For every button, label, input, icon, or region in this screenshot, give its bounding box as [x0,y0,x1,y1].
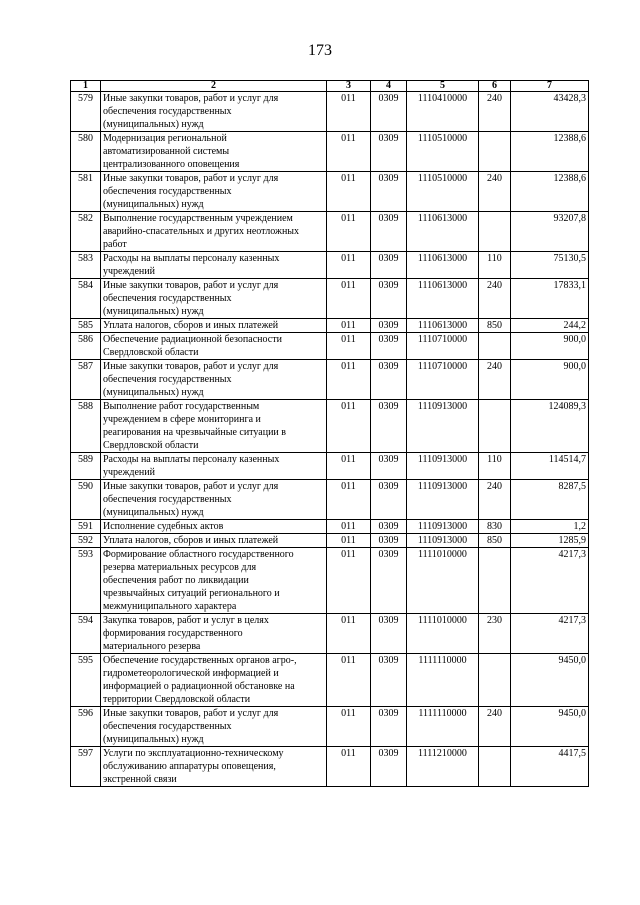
target-article-code: 1110613000 [407,252,479,279]
column-header: 7 [511,81,589,92]
amount: 124089,3 [511,400,589,453]
expense-type-code [479,654,511,707]
section-code: 0309 [371,333,407,360]
item-name-line: обеспечения государственных [103,494,232,505]
section-code: 0309 [371,747,407,787]
section-code: 0309 [371,480,407,520]
amount: 12388,6 [511,172,589,212]
target-article-code: 1110613000 [407,279,479,319]
section-code: 0309 [371,319,407,333]
row-number: 579 [71,92,101,132]
page-number: 173 [308,42,332,59]
amount: 9450,0 [511,707,589,747]
section-code: 0309 [371,360,407,400]
target-article-code: 1110913000 [407,534,479,548]
item-name-line: обслуживанию аппаратуры оповещения, [103,761,276,772]
ministry-code: 011 [327,172,371,212]
item-name-line: учреждений [103,266,155,277]
target-article-code: 1110710000 [407,360,479,400]
row-number: 588 [71,400,101,453]
table-row [71,252,589,279]
item-name-line: Формирование областного государственного [103,549,294,560]
row-number: 583 [71,252,101,279]
target-article-code: 1110613000 [407,319,479,333]
table-row [71,520,589,534]
item-name [101,453,327,480]
item-name-line: резерва материальных ресурсов для [103,562,257,573]
table-body [71,92,589,787]
item-name-line: (муниципальных) нужд [103,507,204,518]
amount: 12388,6 [511,132,589,172]
section-code: 0309 [371,92,407,132]
item-name-line: Иные закупки товаров, работ и услуг для [103,708,279,719]
expense-type-code: 850 [479,534,511,548]
item-name [101,279,327,319]
expense-type-code: 110 [479,453,511,480]
item-name [101,132,327,172]
table-row [71,747,589,787]
target-article-code: 1110410000 [407,92,479,132]
section-code: 0309 [371,614,407,654]
column-header: 6 [479,81,511,92]
amount: 1285,9 [511,534,589,548]
table-row [71,548,589,614]
item-name-line: территории Свердловской области [103,694,251,705]
row-number: 587 [71,360,101,400]
row-number: 581 [71,172,101,212]
item-name-line: обеспечения государственных [103,293,232,304]
expense-type-code: 240 [479,360,511,400]
item-name [101,548,327,614]
section-code: 0309 [371,212,407,252]
amount: 4417,5 [511,747,589,787]
amount: 114514,7 [511,453,589,480]
ministry-code: 011 [327,707,371,747]
ministry-code: 011 [327,534,371,548]
ministry-code: 011 [327,252,371,279]
item-name-line: Свердловской области [103,440,199,451]
item-name-line: Расходы на выплаты персоналу казенных [103,253,280,264]
item-name-line: аварийно-спасательных и других неотложных [103,226,300,237]
item-name [101,534,327,548]
item-name [101,212,327,252]
item-name-line: Иные закупки товаров, работ и услуг для [103,361,279,372]
table-row [71,360,589,400]
item-name [101,480,327,520]
table-row [71,707,589,747]
item-name-line: Модернизация региональной [103,133,227,144]
ministry-code: 011 [327,747,371,787]
item-name-line: Закупка товаров, работ и услуг в целях [103,615,269,626]
ministry-code: 011 [327,453,371,480]
item-name-line: Свердловской области [103,347,199,358]
ministry-code: 011 [327,92,371,132]
amount: 244,2 [511,319,589,333]
item-name-line: (муниципальных) нужд [103,199,204,210]
amount: 9450,0 [511,654,589,707]
expense-type-code: 110 [479,252,511,279]
row-number: 596 [71,707,101,747]
target-article-code: 1111010000 [407,614,479,654]
expense-type-code [479,132,511,172]
row-number: 586 [71,333,101,360]
item-name-line: материального резерва [103,641,201,652]
item-name-line: Уплата налогов, сборов и иных платежей [103,320,279,331]
ministry-code: 011 [327,614,371,654]
expense-type-code [479,548,511,614]
target-article-code: 1111110000 [407,654,479,707]
item-name-line: учреждением в сфере мониторинга и [103,414,261,425]
ministry-code: 011 [327,132,371,172]
table-row [71,279,589,319]
item-name [101,92,327,132]
ministry-code: 011 [327,279,371,319]
table-row [71,319,589,333]
item-name-line: обеспечения работ по ликвидации [103,575,249,586]
item-name [101,400,327,453]
item-name-line: экстренной связи [103,774,177,785]
section-code: 0309 [371,252,407,279]
target-article-code: 1110510000 [407,132,479,172]
ministry-code: 011 [327,400,371,453]
table-row [71,453,589,480]
item-name-line: обеспечения государственных [103,721,232,732]
table-row [71,92,589,132]
expense-type-code: 240 [479,279,511,319]
target-article-code: 1110913000 [407,400,479,453]
amount: 75130,5 [511,252,589,279]
column-header: 1 [71,81,101,92]
expense-type-code [479,747,511,787]
item-name-line: учреждений [103,467,155,478]
section-code: 0309 [371,453,407,480]
ministry-code: 011 [327,319,371,333]
amount: 4217,3 [511,614,589,654]
item-name [101,252,327,279]
item-name-line: формирования государственного [103,628,243,639]
item-name-line: обеспечения государственных [103,186,232,197]
item-name-line: информацией о радиационной обстановке на [103,681,295,692]
item-name-line: обеспечения государственных [103,374,232,385]
item-name [101,172,327,212]
amount: 900,0 [511,360,589,400]
expense-type-code: 230 [479,614,511,654]
amount: 900,0 [511,333,589,360]
target-article-code: 1110913000 [407,480,479,520]
table-row [71,212,589,252]
item-name-line: (муниципальных) нужд [103,306,204,317]
section-code: 0309 [371,548,407,614]
item-name [101,747,327,787]
row-number: 595 [71,654,101,707]
table-row [71,534,589,548]
amount: 43428,3 [511,92,589,132]
target-article-code: 1111110000 [407,707,479,747]
item-name-line: Иные закупки товаров, работ и услуг для [103,481,279,492]
item-name [101,319,327,333]
row-number: 593 [71,548,101,614]
section-code: 0309 [371,400,407,453]
column-header: 2 [101,81,327,92]
expense-type-code [479,333,511,360]
ministry-code: 011 [327,333,371,360]
row-number: 591 [71,520,101,534]
item-name [101,360,327,400]
table-row [71,614,589,654]
column-header: 4 [371,81,407,92]
item-name-line: Выполнение государственным учреждением [103,213,293,224]
row-number: 580 [71,132,101,172]
target-article-code: 1111010000 [407,548,479,614]
column-header: 3 [327,81,371,92]
expense-type-code: 830 [479,520,511,534]
item-name-line: чрезвычайных ситуаций регионального и [103,588,280,599]
section-code: 0309 [371,534,407,548]
item-name-line: (муниципальных) нужд [103,387,204,398]
target-article-code: 1110913000 [407,453,479,480]
target-article-code: 1110913000 [407,520,479,534]
ministry-code: 011 [327,520,371,534]
amount: 17833,1 [511,279,589,319]
item-name-line: Выполнение работ государственным [103,401,260,412]
item-name [101,614,327,654]
row-number: 589 [71,453,101,480]
table-row [71,654,589,707]
section-code: 0309 [371,520,407,534]
column-header: 5 [407,81,479,92]
target-article-code: 1111210000 [407,747,479,787]
budget-table [70,80,589,787]
item-name [101,707,327,747]
item-name-line: реагирования на чрезвычайные ситуации в [103,427,286,438]
expense-type-code: 240 [479,172,511,212]
ministry-code: 011 [327,480,371,520]
item-name-line: автоматизированной системы [103,146,230,157]
table-row [71,400,589,453]
table-row [71,333,589,360]
expense-type-code: 240 [479,92,511,132]
target-article-code: 1110710000 [407,333,479,360]
item-name-line: Услуги по эксплуатационно-техническому [103,748,284,759]
item-name-line: Уплата налогов, сборов и иных платежей [103,535,279,546]
amount: 1,2 [511,520,589,534]
item-name [101,654,327,707]
row-number: 585 [71,319,101,333]
item-name-line: (муниципальных) нужд [103,734,204,745]
section-code: 0309 [371,132,407,172]
item-name-line: Иные закупки товаров, работ и услуг для [103,93,279,104]
row-number: 592 [71,534,101,548]
row-number: 597 [71,747,101,787]
amount: 8287,5 [511,480,589,520]
item-name-line: Обеспечение государственных органов агро-, [103,655,297,666]
table-header-row [71,81,589,92]
table-row [71,480,589,520]
item-name-line: Иные закупки товаров, работ и услуг для [103,280,279,291]
row-number: 582 [71,212,101,252]
target-article-code: 1110510000 [407,172,479,212]
item-name-line: межмуниципального характера [103,601,237,612]
item-name-line: гидрометеорологической информацией и [103,668,279,679]
ministry-code: 011 [327,212,371,252]
expense-type-code [479,400,511,453]
item-name-line: централизованного оповещения [103,159,240,170]
expense-type-code: 850 [479,319,511,333]
amount: 4217,3 [511,548,589,614]
section-code: 0309 [371,172,407,212]
item-name-line: Исполнение судебных актов [103,521,224,532]
item-name-line: работ [103,239,127,250]
table-row [71,132,589,172]
ministry-code: 011 [327,360,371,400]
section-code: 0309 [371,707,407,747]
section-code: 0309 [371,279,407,319]
ministry-code: 011 [327,654,371,707]
row-number: 594 [71,614,101,654]
item-name-line: Обеспечение радиационной безопасности [103,334,282,345]
item-name-line: обеспечения государственных [103,106,232,117]
item-name [101,520,327,534]
section-code: 0309 [371,654,407,707]
table-row [71,172,589,212]
item-name-line: (муниципальных) нужд [103,119,204,130]
item-name [101,333,327,360]
item-name-line: Расходы на выплаты персоналу казенных [103,454,280,465]
row-number: 584 [71,279,101,319]
target-article-code: 1110613000 [407,212,479,252]
item-name-line: Иные закупки товаров, работ и услуг для [103,173,279,184]
ministry-code: 011 [327,548,371,614]
expense-type-code: 240 [479,480,511,520]
row-number: 590 [71,480,101,520]
expense-type-code: 240 [479,707,511,747]
expense-type-code [479,212,511,252]
amount: 93207,8 [511,212,589,252]
